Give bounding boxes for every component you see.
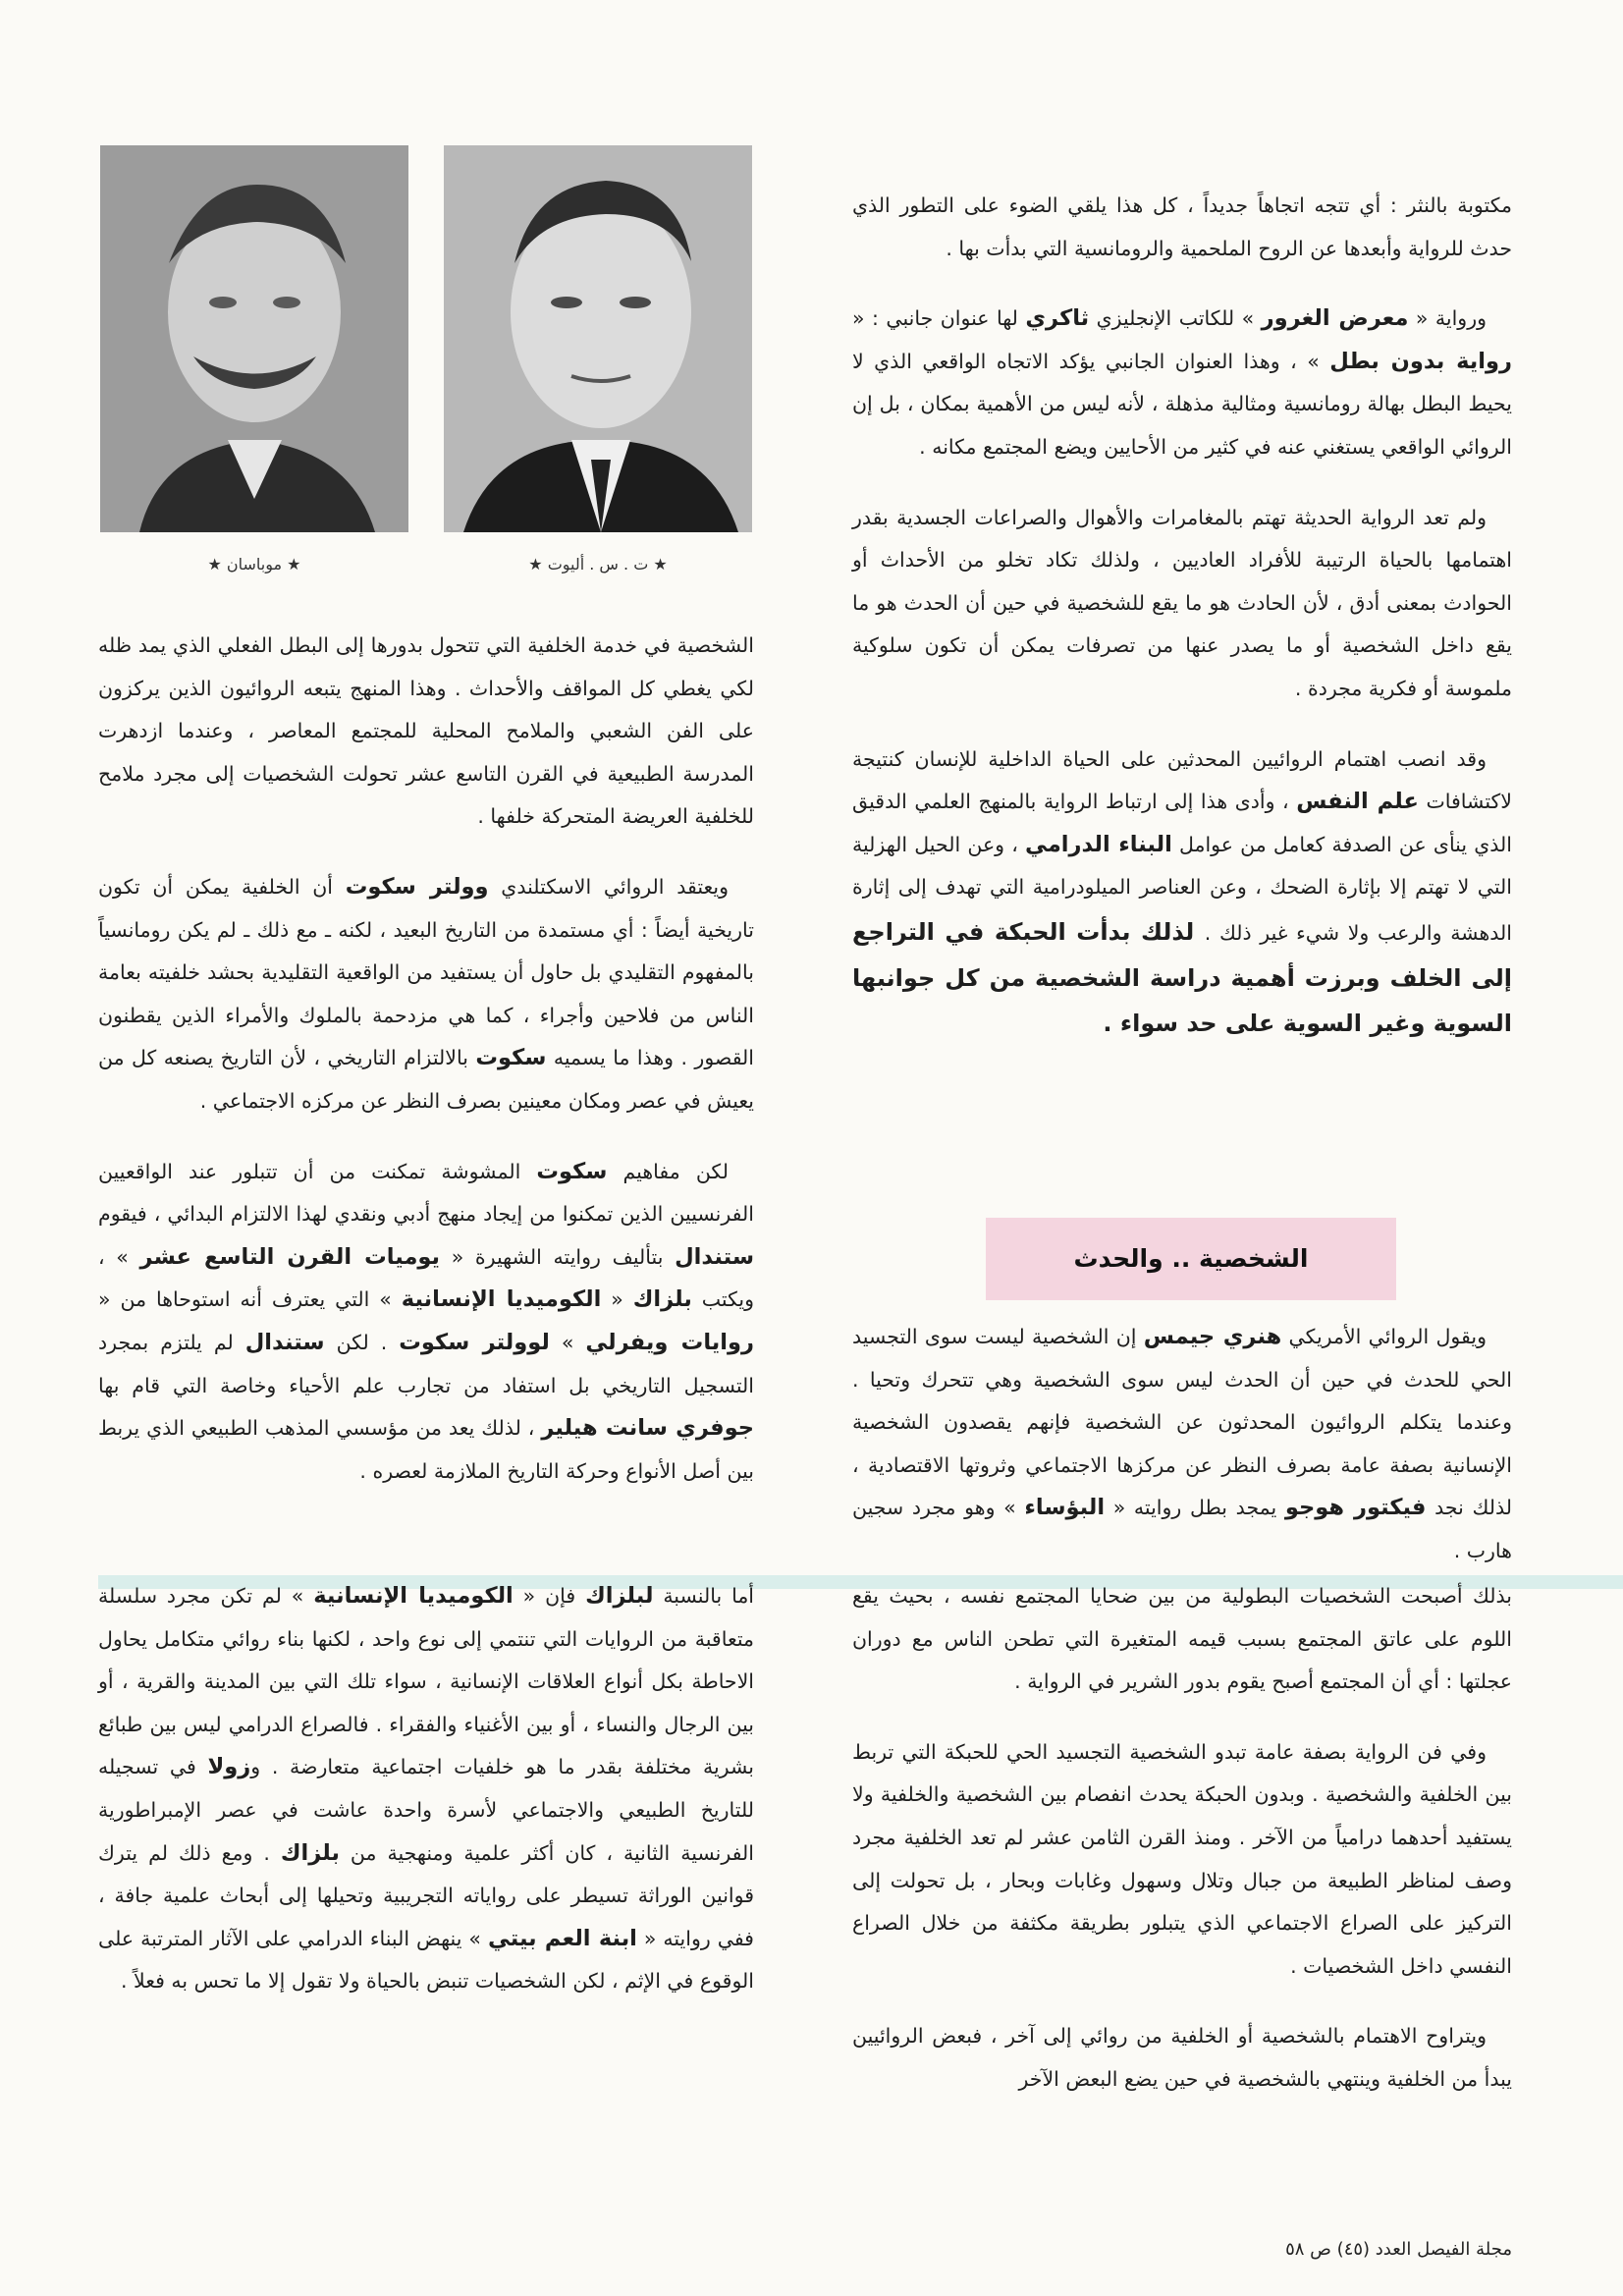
page-footer: مجلة الفيصل العدد (٤٥) ص ٥٨ [1285,2239,1512,2260]
paragraph: ولم تعد الرواية الحديثة تهتم بالمغامرات والأهوال والصراعات الجسدية بقدر اهتمامها بالحياة الرتيبة للأفراد العاديين ، ولذلك تكاد تخلو من الأحداث أو الحوادث بمعنى أدق ، لأن الحادث هو ما يقع للشخصية في حين أن الحدث هو ما يقع داخل الشخصية أو ما يصدر عنها من تصرفات يمكن أن تكون سلوكية ملموسة أو فكرية مجردة . [852,505,1512,700]
paragraph: وفي فن الرواية بصفة عامة تبدو الشخصية التجسيد الحي للحبكة التي تربط بين الخلفية والشخصية . وبدون الحبكة يحدث انفصام بين الشخصية والخلفية ولا يستفيد أحدهما درامياً من الآخر . ومنذ القرن الثامن عشر لم تعد الخلفية مجرد وصف لمناظر الطبيعة من جبال وتلال وسهول وغابات وبحار ، بل تحولت إلى التركيز على الصراع الاجتماعي الذي يتبلور بطريقة مكثفة من خلال الصراع النفسي داخل الشخصيات . [852,1739,1512,1978]
paragraph: وقد انصب اهتمام الروائيين المحدثين على الحياة الداخلية للإنسان كنتيجة لاكتشافات علم النفس ، وأدى هذا إلى ارتباط الرواية بالمنهج العلمي الدقيق الذي ينأى عن الصدفة كعامل من عوامل البناء الدرامي ، وعن الحيل الهزلية التي لا تهتم إلا بإثارة الضحك ، وعن العناصر الميلودرامية التي تهدف إلى إثارة الدهشة والرعب ولا شيء غير ذلك . لذلك بدأت الحبكة في التراجع إلى الخلف وبرزت أهمية دراسة الشخصية من كل جوانبها السوية وغير السوية على حد سواء . [852,746,1512,1038]
paragraph: ويعتقد الروائي الاسكتلندي وولتر سكوت أن الخلفية يمكن أن تكون تاريخية أيضاً : أي مستمدة من التاريخ البعيد ، لكنه ـ مع ذلك ـ لم يكن رومانسياً بالمفهوم التقليدي بل حاول أن يستفيد من الواقعية التقليدية بحشد خلفيته بعامة الناس من فلاحين وأجراء ، كما هي مزدحمة بالملوك والأمراء الذين يقطنون القصور . وهذا ما يسميه سكوت بالالتزام التاريخي ، لأن التاريخ يصنعه كل من يعيش في عصر ومكان معينين بصرف النظر عن مركزه الاجتماعي . [98,873,755,1113]
maupassant-caption: ★ موباسان ★ [207,555,301,574]
maupassant-portrait [100,145,408,532]
right-column-bottom [852,1575,1512,2129]
paragraph: ويتراوح الاهتمام بالشخصية أو الخلفية من روائي إلى آخر ، فبعض الروائيين يبدأ من الخلفية وينتهي بالشخصية في حين يضع البعض الآخر [852,2024,1512,2091]
paragraph: لكن مفاهيم سكوت المشوشة تمكنت من أن تتبلور عند الواقعيين الفرنسيين الذين تمكنوا من إيجاد منهج أدبي ونقدي لهذا الالتزام البدائي ، فيقوم ستندال بتأليف روايته الشهيرة « يوميات القرن التاسع عشر » ، ويكتب بلزاك « الكوميديا الإنسانية » التي يعترف أنه استوحاها من « روايات ويفرلي » لوولتر سكوت . لكن ستندال لم يلتزم بمجرد التسجيل التاريخي بل استفاد من تجارب علم الأحياء وخاصة التي قام بها جوفري سانت هيلير ، لذلك يعد من مؤسسي المذهب الطبيعي الذي يربط بين أصل الأنواع وحركة التاريخ الملازمة لعصره . [98,1158,755,1483]
right-column-mid [852,1316,1512,1601]
eliot-portrait-image [444,145,752,532]
paragraph: بذلك أصبحت الشخصيات البطولية من بين ضحايا المجتمع نفسه ، بحيث يقع اللوم على عاتق المجتمع بسبب قيمه المتغيرة التي تطحن الناس مع دوران عجلتها : أي أن المجتمع أصبح يقوم بدور الشرير في الرواية . [852,1584,1512,1694]
paragraph: أما بالنسبة لبلزاك فإن « الكوميديا الإنسانية » لم تكن مجرد سلسلة متعاقبة من الروايات التي تنتمي إلى نوع واحد ، لكنها بناء روائي متكامل يحاول الاحاطة بكل أنواع العلاقات الإنسانية ، سواء تلك التي بين المدينة والقرية ، أو بين الرجال والنساء ، أو بين الأغنياء والفقراء . فالصراع الدرامي ليس بين طبائع بشرية مختلفة بقدر ما هو خلفيات اجتماعية متعارضة . وزولا في تسجيله للتاريخ الطبيعي والاجتماعي لأسرة واحدة عاشت في عصر الإمبراطورية الفرنسية الثانية ، كان أكثر علمية ومنهجية من بلزاك . ومع ذلك لم يترك قوانين الوراثة تسيطر على رواياته التجريبية وتحيلها إلى أبحاث علمية جافة ، ففي روايته « ابنة العم بيتي » ينهض البناء الدرامي على الآثار المترتبة على الوقوع في الإثم ، لكن الشخصيات تنبض بالحياة ولا تقول إلا ما تحس به فعلاً . [98,1583,754,1994]
eliot-portrait [444,145,752,532]
eliot-caption: ★ ت . س . أليوت ★ [528,555,668,574]
section-heading-box [986,1218,1396,1300]
paragraph: مكتوبة بالنثر : أي تتجه اتجاهاً جديداً ، كل هذا يلقي الضوء على التطور الذي حدث للرواية وأبعدها عن الروح الملحمية والرومانسية التي بدأت بها . [852,193,1512,260]
maupassant-portrait-image [100,145,408,532]
paragraph: ويقول الروائي الأمريكي هنري جيمس إن الشخصية ليست سوى التجسيد الحي للحدث في حين أن الحدث ليس سوى الشخصية وهي تتحرك وتحيا . وعندما يتكلم الروائيون المحدثون عن الشخصية فإنهم يقصدون الشخصية الإنسانية بصفة عامة بصرف النظر عن مركزها الاجتماعي وثروتها الاقتصادية ، لذلك نجد فيكتور هوجو يمجد بطل روايته « البؤساء » وهو مجرد سجين هارب . [852,1324,1513,1562]
paragraph: الشخصية في خدمة الخلفية التي تتحول بدورها إلى البطل الفعلي الذي يمد ظله لكي يغطي كل المواقف والأحداث . وهذا المنهج يتبعه الروائيون الذين يركزون على الفن الشعبي والملامح المحلية للمجتمع المعاصر ، وعندما ازدهرت المدرسة الطبيعية في القرن التاسع عشر تحولت الشخصيات إلى مجرد ملامح للخلفية العريضة المتحركة خلفها . [98,633,754,829]
left-column-bottom [98,1575,754,2031]
section-heading: الشخصية .. والحدث [1073,1244,1309,1273]
left-column-top [98,625,754,1520]
paragraph: ورواية « معرض الغرور » للكاتب الإنجليزي ثاكري لها عنوان جانبي : « رواية بدون بطل » ، وهذا العنوان الجانبي يؤكد الاتجاه الواقعي الذي لا يحيط البطل بهالة رومانسية ومثالية مذهلة ، لأنه ليس من الأهمية بمكان ، بل إن الروائي الواقعي يستغني عنه في كثير من الأحايين ويضع المجتمع مكانه . [852,305,1512,459]
right-column-top [852,185,1512,1074]
